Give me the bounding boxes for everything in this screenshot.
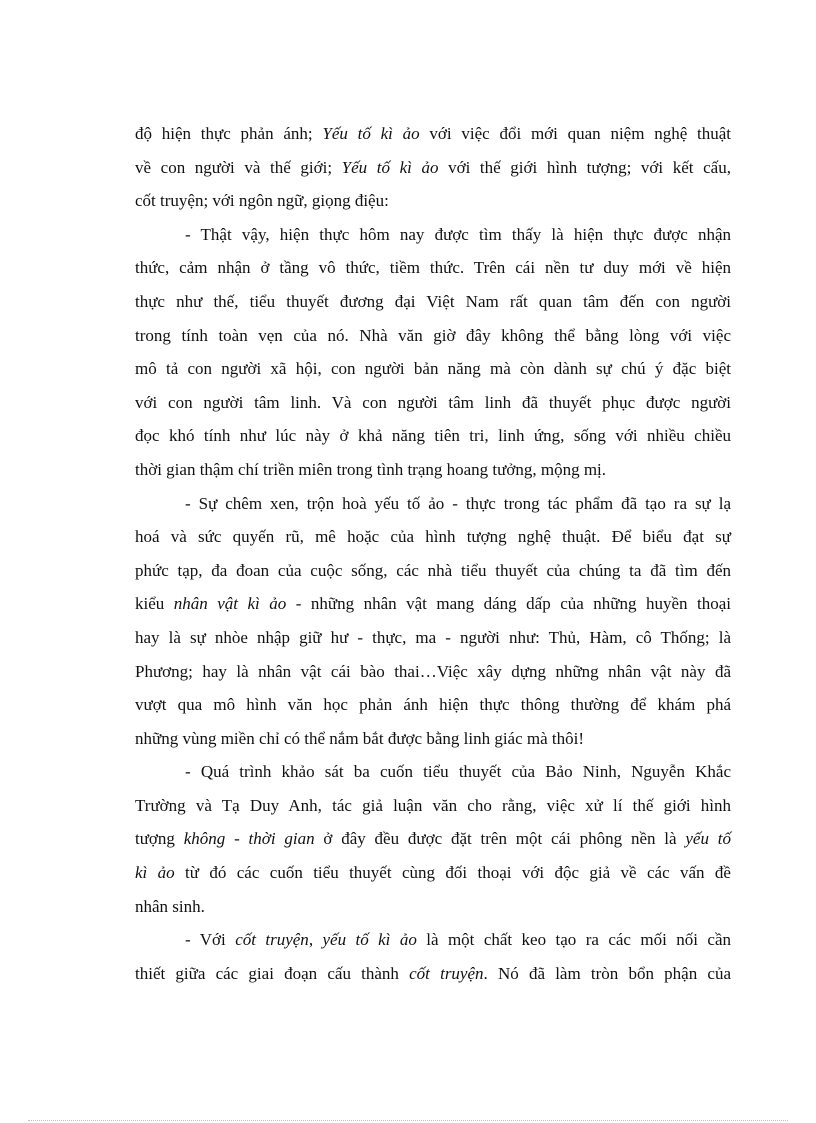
text-run: - Thật vậy, hiện thực hôm nay được tìm thấy là hiện thực được nhận — [185, 224, 731, 244]
text-run: từ đó các cuốn tiểu thuyết cùng đối thoại với độc giả về các vấn đề — [174, 863, 731, 883]
text-run: hay là sự nhòe nhập giữ hư - thực, ma - người như: Thủ, Hàm, cô Thống; là — [135, 627, 731, 647]
text-line — [135, 789, 731, 823]
text-run: nhân sinh. — [135, 896, 205, 916]
text-line — [135, 251, 731, 285]
italic-term: cốt truyện — [409, 963, 484, 983]
text-line — [135, 319, 731, 353]
text-line — [135, 890, 731, 924]
text-run: kiểu — [135, 594, 174, 614]
page-bottom-divider — [28, 1120, 788, 1121]
text-line — [135, 419, 731, 453]
text-run: thiết giữa các giai đoạn cấu thành — [135, 963, 410, 983]
text-line — [135, 554, 731, 588]
italic-term: kì ảo — [135, 863, 175, 883]
text-run: . Nó đã làm tròn bổn phận của — [483, 963, 732, 983]
text-line — [135, 655, 731, 689]
text-line — [135, 520, 731, 554]
text-line — [135, 688, 731, 722]
paragraph — [135, 218, 731, 487]
text-run: phức tạp, đa đoan của cuộc sống, các nhà tiểu thuyết của chúng ta đã tìm đến — [135, 560, 731, 580]
text-line — [135, 487, 731, 521]
text-line — [135, 722, 731, 756]
paragraph — [135, 117, 731, 218]
text-run: đọc khó tính như lúc này ở khả năng tiên tri, linh ứng, sống với nhiều chiều — [135, 426, 731, 446]
text-line — [135, 117, 731, 151]
text-run: ở đây đều được đặt trên một cái phông nền là — [314, 829, 686, 849]
text-line — [135, 621, 731, 655]
text-run: Trường và Tạ Duy Anh, tác giả luận văn cho rằng, việc xử lí thế giới hình — [135, 795, 731, 815]
italic-term: cốt truyện — [235, 930, 309, 950]
text-run: cốt truyện; với ngôn ngữ, giọng điệu: — [135, 191, 389, 211]
italic-term: yếu tố — [685, 829, 731, 849]
text-line — [135, 957, 731, 991]
text-run: những vùng miền chỉ có thể nắm bắt được bằng linh giác mà thôi! — [135, 728, 585, 748]
body-text — [135, 117, 731, 990]
text-run: - Với — [185, 930, 236, 950]
text-run: thời gian thậm chí triền miên trong tình trạng hoang tưởng, mộng mị. — [135, 459, 607, 479]
italic-term: không - thời gian — [183, 829, 315, 849]
text-line — [135, 856, 731, 890]
text-run: - những nhân vật mang dáng dấp của những huyền thoại — [286, 594, 731, 614]
text-run: với việc đổi mới quan niệm nghệ thuật — [419, 124, 731, 143]
text-line — [135, 755, 731, 789]
text-run: với thế giới hình tượng; với kết cấu, — [438, 157, 731, 177]
italic-term: nhân vật kì ảo — [173, 594, 287, 614]
text-line — [135, 184, 731, 218]
text-run: - Sự chêm xen, trộn hoà yếu tố ảo - thực trong tác phẩm đã tạo ra sự lạ — [185, 493, 731, 513]
text-run: vượt qua mô hình văn học phản ánh hiện thực thông thường để khám phá — [135, 695, 731, 715]
text-run: thức, cảm nhận ở tầng vô thức, tiềm thức. Trên cái nền tư duy mới về hiện — [135, 258, 731, 278]
text-run: thực như thế, tiểu thuyết đương đại Việt Nam rất quan tâm đến con người — [135, 291, 731, 311]
text-run: trong tính toàn vẹn của nó. Nhà văn giờ đây không thể bằng lòng với việc — [135, 325, 731, 345]
paragraph — [135, 755, 731, 923]
text-run: về con người và thế giới; — [135, 157, 342, 177]
text-line — [135, 352, 731, 386]
paragraph — [135, 487, 731, 756]
text-line — [135, 822, 731, 856]
text-run: hoá và sức quyến rũ, mê hoặc của hình tượng nghệ thuật. Để biểu đạt sự — [135, 527, 731, 547]
text-run: tượng — [135, 829, 184, 849]
text-line — [135, 218, 731, 252]
text-line — [135, 923, 731, 957]
italic-term: Yếu tố kì ảo — [322, 124, 420, 143]
text-run: là một chất keo tạo ra các mối nối cần — [416, 930, 731, 950]
text-run: - Quá trình khảo sát ba cuốn tiểu thuyết của Bảo Ninh, Nguyễn Khắc — [185, 762, 731, 782]
text-line — [135, 151, 731, 185]
text-run: , — [308, 930, 323, 950]
text-line — [135, 386, 731, 420]
text-run: với con người tâm linh. Và con người tâm linh đã thuyết phục được người — [135, 392, 731, 412]
italic-term: Yếu tố kì ảo — [341, 157, 439, 177]
text-run: Phương; hay là nhân vật cái bào thai…Việc xây dựng những nhân vật này đã — [135, 661, 731, 681]
text-line — [135, 587, 731, 621]
text-run: độ hiện thực phản ánh; — [135, 124, 323, 143]
italic-term: yếu tố kì ảo — [322, 930, 417, 950]
text-run: mô tả con người xã hội, con người bản năng mà còn dành sự chú ý đặc biệt — [135, 359, 731, 379]
text-line — [135, 285, 731, 319]
text-line — [135, 453, 731, 487]
paragraph — [135, 923, 731, 990]
